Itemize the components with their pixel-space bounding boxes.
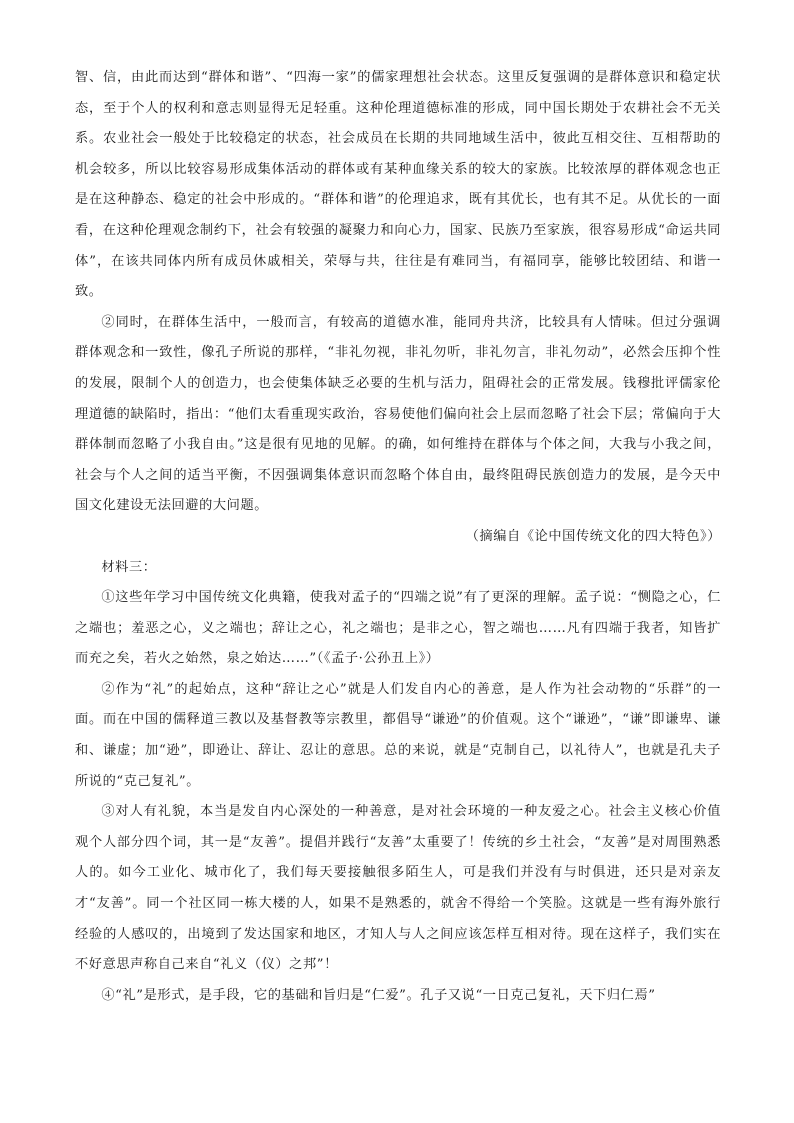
material-paragraph-3: ③对人有礼貌，本当是发自内心深处的一种善意，是对社会环境的一种友爱之心。社会主义核心价值观个人部分四个词，其一是“友善”。提倡并践行“友善”太重要了！传统的乡土社会，“友善”是对周围熟悉人的。如今工业化、城市化了，我们每天要接触很多陌生人，可是我们并没有与时俱进，还只是对亲友才“友善”。同一个社区同一栋大楼的人，如果不是熟悉的，就舍不得给一个笑脸。这就是一些有海外旅行经验的人感叹的，出境到了发达国家和地区，才知人与人之间应该怎样互相对待。现在这样子，我们实在不好意思声称自己来自“礼义（仪）之邦”！ [75,804,721,973]
source-citation: （摘编自《论中国传统文化的四大特色》） [465,528,721,544]
material-paragraph-1: ①这些年学习中国传统文化典籍，使我对孟子的“四端之说”有了更深的理解。孟子说：“恻隐之心，仁之端也；羞恶之心，义之端也；辞让之心，礼之端也；是非之心，智之端也……凡有四端于我者，知皆扩而充之矣，若火之始然，泉之始达……”（《孟子·公孙丑上》） [75,590,721,667]
material-label: 材料三： [101,559,157,575]
material-paragraph-2: ②作为“礼”的起始点，这种“辞让之心”就是人们发自内心的善意，是人作为社会动物的“乐群”的一面。而在中国的儒释道三教以及基督教等宗教里，都倡导“谦逊”的价值观。这个“谦逊”，“谦”即谦卑、谦和、谦虚；加“逊”，即逊让、辞让、忍让的意思。总的来说，就是“克制自己，以礼待人”，也就是孔夫子所说的“克己复礼”。 [75,681,721,789]
paragraph-continued: 智、信，由此而达到“群体和谐”、“四海一家”的儒家理想社会状态。这里反复强调的是群体意识和稳定状态，至于个人的权利和意志则显得无足轻重。这种伦理道德标准的形成，同中国长期处于农耕社会不无关系。农业社会一般处于比较稳定的状态，社会成员在长期的共同地域生活中，彼此互相交往、互相帮助的机会较多，所以比较容易形成集体活动的群体或有某种血缘关系的较大的家族。比较浓厚的群体观念也正是在这种静态、稳定的社会中形成的。“群体和谐”的伦理追求，既有其优长，也有其不足。从优长的一面看，在这种伦理观念制约下，社会有较强的凝聚力和向心力，国家、民族乃至家族，很容易形成“命运共同体”，在该共同体内所有成员休戚相关，荣辱与共，往往是有难同当，有福同享，能够比较团结、和谐一致。 [75,70,721,300]
material-paragraph-4: ④“礼”是形式，是手段，它的基础和旨归是“仁爱”。孔子又说“一日克己复礼，天下归仁焉” [101,987,656,1003]
document-page [75,63,721,1011]
paragraph-2: ②同时，在群体生活中，一般而言，有较高的道德水准，能同舟共济，比较具有人情味。但过分强调群体观念和一致性，像孔子所说的那样，“非礼勿视，非礼勿听，非礼勿言，非礼勿动”，必然会压抑个性的发展，限制个人的创造力，也会使集体缺乏必要的生机与活力，阻碍社会的正常发展。钱穆批评儒家伦理道德的缺陷时，指出：“他们太看重现实政治，容易使他们偏向社会上层而忽略了社会下层；常偏向于大群体制而忽略了小我自由。”这是很有见地的见解。的确，如何维持在群体与个体之间，大我与小我之间，社会与个人之间的适当平衡，不因强调集体意识而忽略个体自由，最终阻碍民族创造力的发展，是今天中国文化建设无法回避的大问题。 [75,314,721,514]
